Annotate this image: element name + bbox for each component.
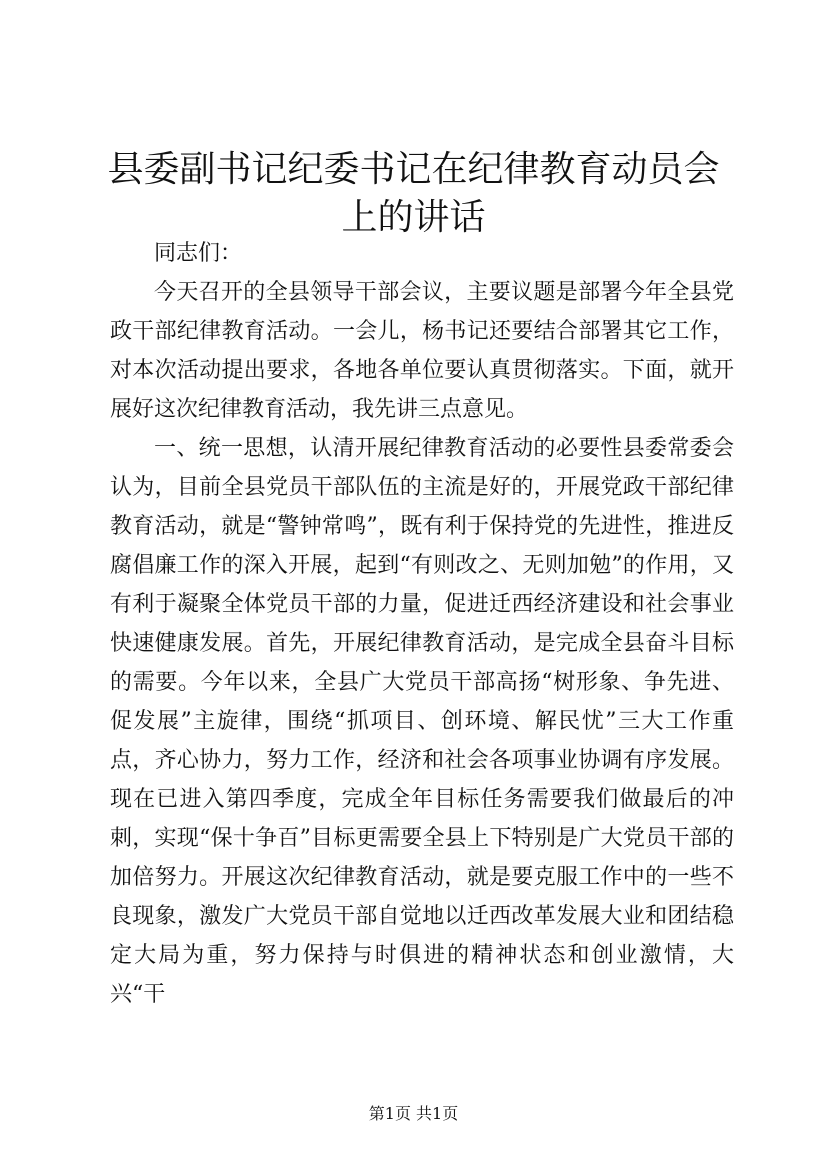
paragraph-section-one: 一、统一思想，认清开展纪律教育活动的必要性县委常委会认为，目前全县党员干部队伍的主流是好的，开展党政干部纪律教育活动，就是“警钟常鸣”，既有利于保持党的先进性，推进反腐倡廉工作的深入开展，起到“有则改之、无则加勉”的作用，又有利于凝聚全体党员干部的力量，促进迁西经济建设和社会事业快速健康发展。首先，开展纪律教育活动，是完成全县奋斗目标的需要。今年以来，全县广大党员干部高扬“树形象、争先进、促发展”主旋律，围绕“抓项目、创环境、解民忧”三大工作重点，齐心协力，努力工作，经济和社会各项事业协调有序发展。现在已进入第四季度，完成全年目标任务需要我们做最后的冲刺，实现“保十争百”目标更需要全县上下特别是广大党员干部的加倍努力。开展这次纪律教育活动，就是要克服工作中的一些不良现象，激发广大党员干部自觉地以迁西改革发展大业和团结稳定大局为重，努力保持与时俱进的精神状态和创业激情，大兴“干 xyxy=(110,436,734,1007)
document-title: 县委副书记纪委书记在纪律教育动员会上的讲话 xyxy=(107,149,720,238)
page-footer: 第1页 共1页 xyxy=(368,1104,459,1123)
paragraph-intro: 今天召开的全县领导干部会议，主要议题是部署今年全县党政干部纪律教育活动。一会儿，杨书记还要结合部署其它工作，对本次活动提出要求，各地各单位要认真贯彻落实。下面，就开展好这次纪律教育活动，我先讲三点意见。 xyxy=(110,280,734,422)
document-body xyxy=(110,234,734,1014)
salutation: 同志们： xyxy=(154,241,243,266)
